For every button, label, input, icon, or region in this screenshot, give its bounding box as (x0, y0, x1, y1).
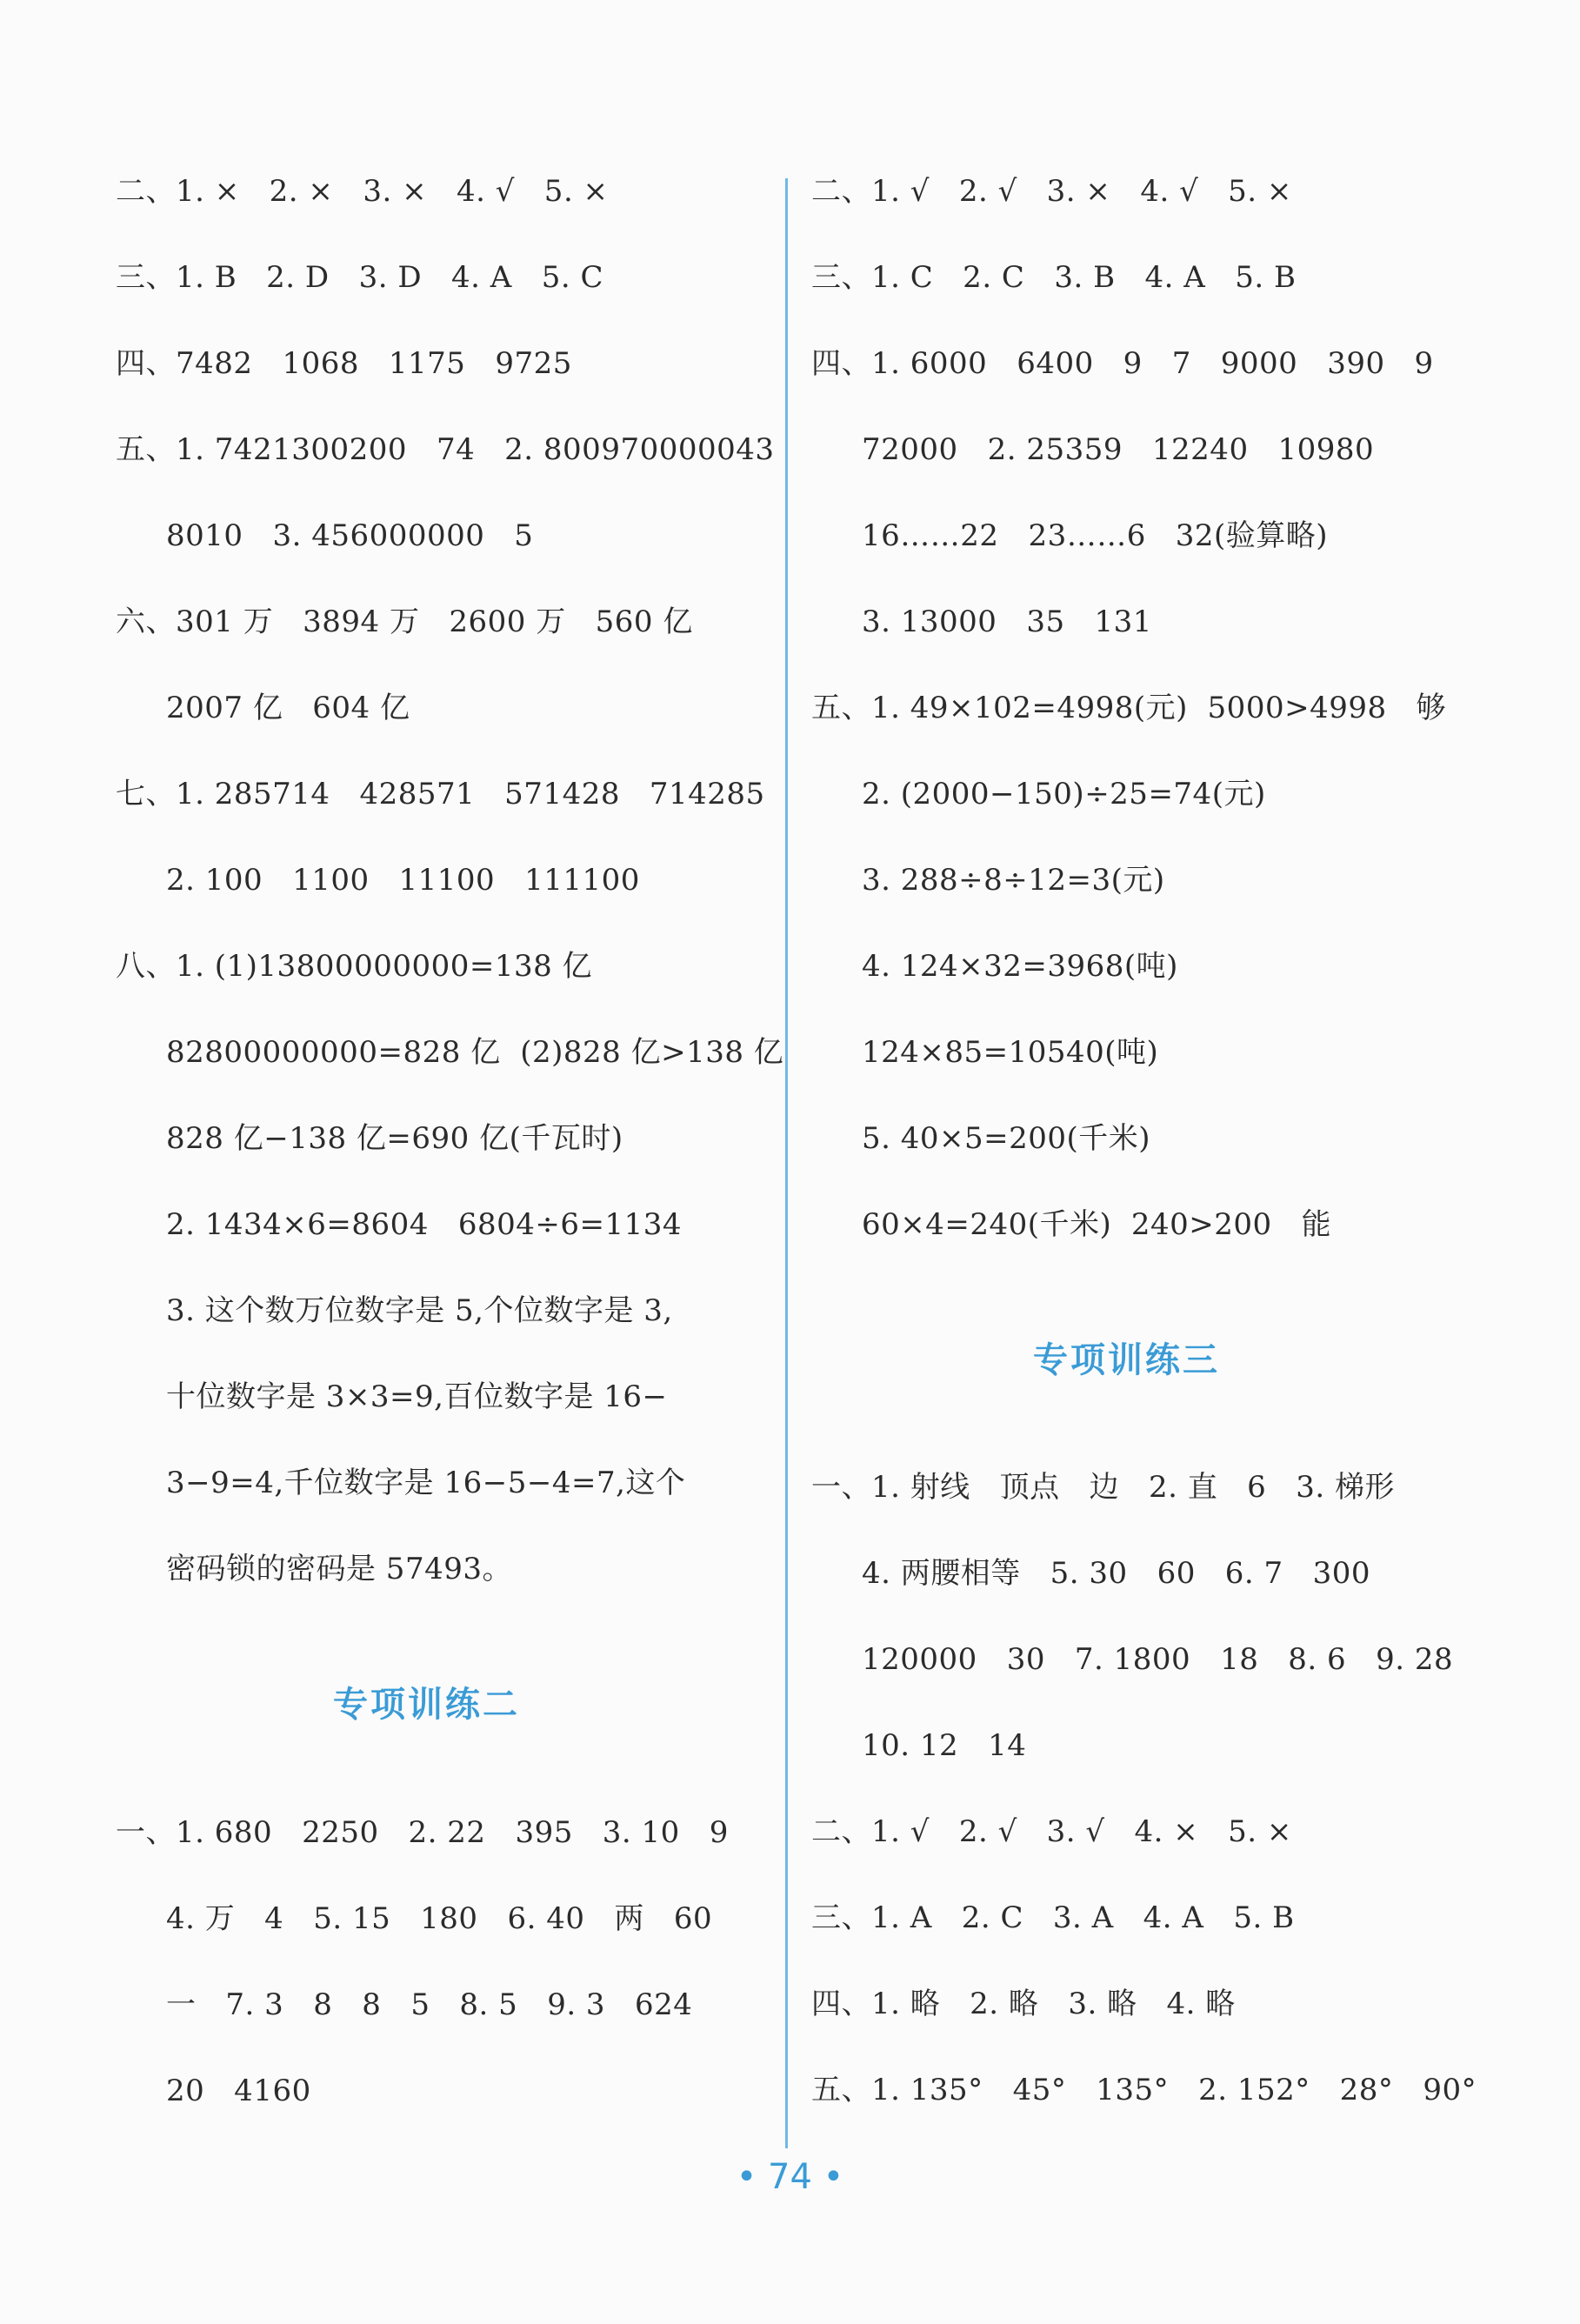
answer-line: 5. 40×5=200(千米) (862, 1121, 1151, 1156)
answer-line: 4. 两腰相等 5. 30 60 6. 7 300 (862, 1556, 1370, 1591)
answer-line: 60×4=240(千米) 240>200 能 (862, 1207, 1332, 1242)
page-number: • 74 • (736, 2157, 844, 2197)
answer-line: 五、1. 49×102=4998(元) 5000>4998 够 (811, 691, 1447, 725)
answer-line: 828 亿−138 亿=690 亿(千瓦时) (166, 1121, 623, 1156)
answer-line: 五、1. 135° 45° 135° 2. 152° 28° 90° (811, 2073, 1477, 2107)
answer-line: 2. 1434×6=8604 6804÷6=1134 (166, 1207, 682, 1242)
answer-line: 3. 这个数万位数字是 5,个位数字是 3, (166, 1293, 673, 1328)
answer-line: 8010 3. 456000000 5 (166, 518, 534, 553)
answer-line: 二、1. × 2. × 3. × 4. √ 5. × (116, 174, 609, 209)
answer-line: 124×85=10540(吨) (862, 1035, 1159, 1070)
answer-line: 4. 124×32=3968(吨) (862, 949, 1178, 984)
answer-line: 六、301 万 3894 万 2600 万 560 亿 (116, 604, 693, 639)
answer-line: 82800000000=828 亿 (2)828 亿>138 亿 (166, 1035, 784, 1070)
answer-line: 一、1. 射线 顶点 边 2. 直 6 3. 梯形 (811, 1470, 1395, 1505)
answer-line: 三、1. A 2. C 3. A 4. A 5. B (811, 1900, 1295, 1935)
answer-line: 3. 13000 35 131 (862, 604, 1152, 639)
answer-line: 密码锁的密码是 57493。 (166, 1552, 512, 1586)
answer-line: 四、1. 略 2. 略 3. 略 4. 略 (811, 1987, 1236, 2021)
answer-line: 2. 100 1100 11100 111100 (166, 863, 640, 898)
answer-line: 3−9=4,千位数字是 16−5−4=7,这个 (166, 1466, 686, 1500)
answer-line: 二、1. √ 2. √ 3. × 4. √ 5. × (811, 174, 1292, 209)
answer-line: 八、1. (1)13800000000=138 亿 (116, 949, 593, 984)
answer-line: 20 4160 (166, 2074, 311, 2108)
section-heading-3: 专项训练三 (1033, 1340, 1220, 1380)
answer-line: 四、1. 6000 6400 9 7 9000 390 9 (811, 346, 1434, 381)
answer-line: 10. 12 14 (862, 1728, 1027, 1763)
section-heading-2: 专项训练二 (333, 1685, 520, 1725)
answer-line: 120000 30 7. 1800 18 8. 6 9. 28 (862, 1642, 1454, 1677)
answer-line: 三、1. C 2. C 3. B 4. A 5. B (811, 260, 1297, 295)
answer-line: 2. (2000−150)÷25=74(元) (862, 777, 1266, 811)
column-divider (785, 178, 788, 2148)
answer-line: 3. 288÷8÷12=3(元) (862, 863, 1165, 898)
answer-line: 一、1. 680 2250 2. 22 395 3. 10 9 (116, 1815, 729, 1850)
answer-line: 4. 万 4 5. 15 180 6. 40 两 60 (166, 1901, 713, 1936)
answer-line: 一 7. 3 8 8 5 8. 5 9. 3 624 (166, 1987, 693, 2022)
answer-line: 三、1. B 2. D 3. D 4. A 5. C (116, 260, 603, 295)
answer-line: 72000 2. 25359 12240 10980 (862, 432, 1375, 467)
answer-line: 16……22 23……6 32(验算略) (862, 518, 1329, 553)
answer-line: 四、7482 1068 1175 9725 (116, 346, 572, 381)
answer-line: 五、1. 7421300200 74 2. 800970000043 (116, 432, 775, 467)
answer-line: 十位数字是 3×3=9,百位数字是 16− (166, 1379, 668, 1414)
answer-line: 二、1. √ 2. √ 3. √ 4. × 5. × (811, 1814, 1292, 1849)
answer-line: 七、1. 285714 428571 571428 714285 (116, 777, 765, 811)
answer-line: 2007 亿 604 亿 (166, 691, 410, 725)
